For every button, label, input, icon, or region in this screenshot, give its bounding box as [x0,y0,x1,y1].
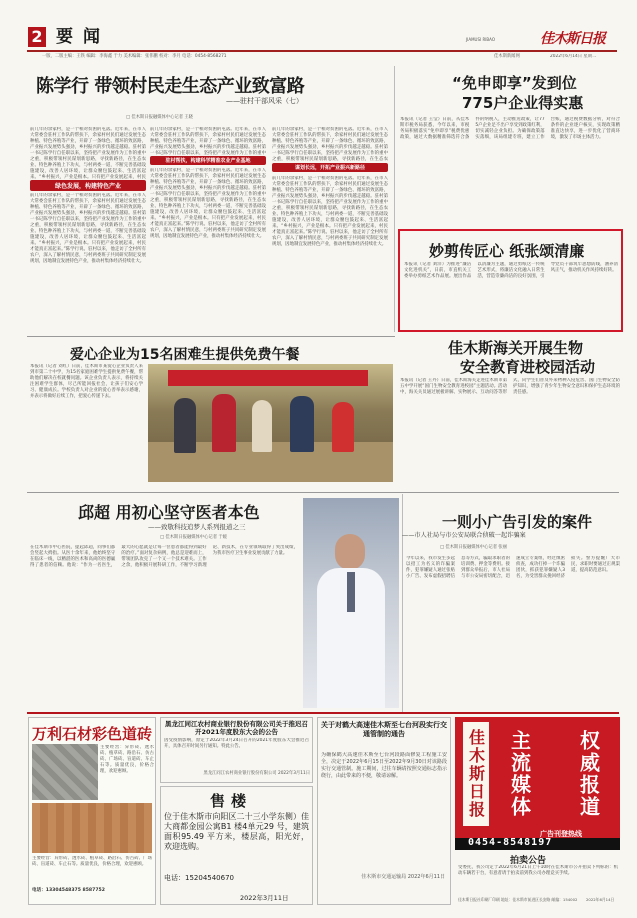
site-name: JIAMUSI RIBAO [466,37,495,42]
page-number: 2 [31,27,43,46]
notice2-title: 关于对鹤大高速佳木斯至七台河段实行交通管制的通告 [321,721,447,738]
section-title: 要闻 [56,27,110,47]
story7-byline: □ 佳木斯日报融媒体中心记者 张丽 [440,545,507,550]
story1-sub3 [272,163,388,172]
story2-title2: 775户企业得实惠 [462,94,584,112]
story1-col-d: 前几年的余家村，是一个相对贫困的屯落。近年来，在市人大常委会驻村工作队的帮扶下，余家村村民们通过发展生态种植、特色养殖等产业，开辟了一条绿色、循环的致富路，产业振兴发展势头强劲，乡村振兴的步伐越走越稳。驻村第一书记陈学行自任职以来，坚持把产业发展作为工作的重中之重，积极带领村民谋划新思路，寻找新路径，在生态农业、特色种养殖上下功夫，与村两委一道，不断完善基础设施建设，改善人居环境，让群众腰包鼓起来、生活富起来。“乡村振兴，产业是根本。只有把产业发展起来，村民才能真正富起来。”陈学行说。驻村以来，他走访了全村所有农户，深入了解村情民意，与村两委班子共同研究制定发展规划，因地制宜发展特色产业，推动村集体经济持续壮大。 [150,168,266,239]
story1-sub2 [150,156,266,165]
photo-banner [168,370,368,386]
story1-sub2-label: 驻村帮扶，构建科学精准农业产业基地 [150,156,266,165]
media-authority-text: 权威报道 [576,730,601,818]
auction-title: 拍卖公告 [510,856,547,866]
story1-col-b: 前几年的余家村，是一个相对贫困的屯落。近年来，在市人大常委会驻村工作队的帮扶下，余家村村民们通过发展生态种植、特色养殖等产业，开辟了一条绿色、循环的致富路，产业振兴发展势头强劲，乡村振兴的步伐越走越稳。驻村第一书记陈学行自任职以来，坚持把产业发展作为工作的重中之重，积极带领村民谋划新思路，寻找新路径，在生态农业、特色种养殖上下功夫，与村两委一道，不断完善基础设施建设，改善人居环境，让群众腰包鼓起来、生活富起来。“乡村振兴，产业是根本。只有把产业发展起来，村民才能真正富起来。”陈学行说。驻村以来，他走访了全村所有农户，深入了解村情民意，与村两委班子共同研究制定发展规划，因地制宜发展特色产业，推动村集体经济持续壮大。 [30,193,146,264]
media-hotline-label: 广告刊登热线 [540,830,582,838]
story1-col-a: 前几年的余家村，是一个相对贫困的屯落。近年来，在市人大常委会驻村工作队的帮扶下，余家村村民们通过发展生态种植、特色养殖等产业，开辟了一条绿色、循环的致富路，产业振兴发展势头强劲，乡村振兴的步伐越走越稳。驻村第一书记陈学行自任职以来，坚持把产业发展作为工作的重中之重，积极带领村民谋划新思路，寻找新路径，在生态农业、特色种养殖上下功夫，与村两委一道，不断完善基础设施建设，改善人居环境，让群众腰包鼓起来、生活富起来。“乡村振兴，产业是根本。只有把产业发展起来，村民 [30,127,146,179]
editors-line: 一版、二版主编：王铁 编辑：李海鑫 于力 美术编辑：张伟鹏 校对：李月 电话：0454-8568271 [42,54,227,59]
story2-body: 本报讯（记者 王莹）日前，从佳木斯市税务局获悉，今年以来，市税务局积极落实“免申即享”税费优惠政策，通过大数据精准筛选符合条件的纳税人，主动推送政策，让775户企业足不出户享受到政策红利，切实减轻企业负担。为确保政策落实落细，该局组建专班，建立工作台账，通过税费数据分析，对符合条件的企业逐户核实，实现政策精准直达快享，进一步优化了营商环境，激发了市场主体活力。 [400,117,620,140]
story7-body: 今年以来，我市发生多起以招工为名义的诈骗案件，犯罪嫌疑人通过张贴小广告、发布虚假招聘信息等方式，骗取求职者的培训费、押金等费用。接到群众举报后，市人社局与市公安局密切配合，迅速成立专案组，经过缜密侦查，成功打掉一个诈骗团伙，抓获犯罪嫌疑人3名，为受害群众挽回经济损失。警方提醒广大市民，求职时要通过正规渠道，提高防范意识。 [406,556,620,579]
story6-photo [303,498,399,708]
page-date: 2022年6月14日 星期二 [550,54,597,59]
story1-subtitle: ——驻村干部风采（七） [226,97,303,105]
story1-col-f: 前几年的余家村，是一个相对贫困的屯落。近年来，在市人大常委会驻村工作队的帮扶下，余家村村民们通过发展生态种植、特色养殖等产业，开辟了一条绿色、循环的致富路，产业振兴发展势头强劲，乡村振兴的步伐越走越稳。驻村第一书记陈学行自任职以来，坚持把产业发展作为工作的重中之重，积极带领村民谋划新思路，寻找新路径，在生态农业、特色种养殖上下功夫，与村两委一道，不断完善基础设施建设，改善人居环境，让群众腰包鼓起来、生活富起来。“乡村振兴，产业是根本。只有把产业发展起来，村民才能真正富起来。”陈学行说。驻村以来，他走访了全村所有农户，深入了解村情民意，与村两委班子共同研究制定发展规划，因地制宜发展特色产业，推动村集体经济持续壮大。 [272,176,388,247]
doctor-head [335,534,365,570]
story1-sub1 [30,180,146,191]
divider-h1 [27,336,395,337]
stone-ad-photo [32,744,98,800]
story1-title: 陈学行 带领村民走生态产业致富路 [36,76,305,97]
doctor-tie [347,572,355,612]
story6-body: 在佳木斯市中心医院，提起邱超，同事们都会竖起大拇指。从医十余年来，他始终坚守在临床一线，以精湛的医术和高尚的医德赢得了患者的信赖。他说：“作为一名医生，最大的心愿就是让每一位患者都能得到最好的治疗。”面对复杂病例，他总是迎难而上，带领团队攻克了一个又一个技术难关。工作之余，他积极开展科研工作，不断学习新理论、新技术，在专业领域取得了突出成绩，为我市医疗卫生事业发展贡献了力量。 [30,545,298,568]
divider-v1 [394,66,395,332]
stone-ad-title: 万利石材彩色道砖 [32,725,153,743]
notice1-title: 黑龙江同江农村商业银行股份有限公司关于推迟召开2021年度股东大会的公告 [165,720,308,736]
story1-byline: □ 佳木斯日报融媒体中心记者 王晓 [126,115,193,120]
notice1-body: 因受疫情影响，原定于2022年3月24日召开的2021年度股东大会推迟召开，具体召开时间另行通知。特此公告。 [164,738,309,749]
story5-title: 爱心企业为15名困难生提供免费午餐 [70,347,300,363]
story1-col-c: 前几年的余家村，是一个相对贫困的屯落。近年来，在市人大常委会驻村工作队的帮扶下，余家村村民们通过发展生态种植、特色养殖等产业，开辟了一条绿色、循环的致富路，产业振兴发展势头强劲，乡村振兴的步伐越走越稳。驻村第一书记陈学行自任职以来，坚持把产业发展作为工作的重中 [150,127,266,155]
story1-sub1-label: 绿色发展，构建特色产业 [30,180,146,191]
story2-title: “免申即享”发到位 [452,74,577,92]
site-url: 佳木斯新闻网 [494,54,520,59]
story5-photo [148,364,393,482]
sale-date: 2022年3月11日 [240,894,289,902]
auction-body: 受委托，我公司定于2022年6月21日上午10时在佳木斯市公开拍卖下列标的：机动车辆若干台，有意者请于拍卖前到我公司办理竞买手续。 [458,865,618,876]
photo-figure-3 [252,400,272,452]
divider-h2 [27,492,619,493]
story1-col-e: 前几年的余家村，是一个相对贫困的屯落。近年来，在市人大常委会驻村工作队的帮扶下，余家村村民们通过发展生态种植、特色养殖等产业，开辟了一条绿色、循环的致富路，产业振兴发展势头强劲，乡村振兴的步伐越走越稳。驻村第一书记陈学行自任职以来，坚持把产业发展作为工作的重中之重，积极带领村民谋划新思路，寻找新路径，在生态农 [272,127,388,161]
stone-ad-photo-2 [32,803,152,853]
notice2-body: 为确保鹤大高速佳木斯至七台河段路面修复工程施工安全，决定于2022年6月15日至2022年9月30日对该路段实行交通管制。施工期间，过往车辆请按照交通标志指示绕行，由此带来的不便，敬请谅解。 [321,752,447,779]
divider-v2 [402,494,403,712]
story6-subtitle: ——致敬科技追梦人系列报道之三 [148,523,246,531]
paper-logo: 佳木斯日报 [540,31,605,47]
story1-sub3-label: 谋划长远，开拓产业振兴新路径 [272,163,388,172]
story4-body: 本报讯（记者 王丹）日前，佳木斯海关走进佳木斯市第五中学开展“国门生物安全教育进校园”主题活动。活动中，海关关员通过展板讲解、实物展示、互动问答等形式，向学生们普及外来物种入侵危害、国门生物安全防护知识，增强了青少年生物安全意识和保护生态环境的责任感。 [400,378,620,395]
photo-figure-5 [332,402,354,452]
notice2-sign: 佳木斯市交通运输局 2022年6月11日 [361,874,445,880]
media-paper-text: 佳木斯日报 [466,729,486,819]
photo-figure-4 [290,396,314,452]
media-phone: 0454-8548197 [468,837,553,848]
photo-figure-1 [174,398,196,453]
stone-ad-body: 主要经营：异形砖、透水砖、植草砖、路沿石、仿古砖、广场砖、盲道砖、车止石等。质量优良，价格合理，欢迎惠顾。 [100,745,154,774]
story5-body: 本报讯（记者 刘红）日前，佳木斯市某爱心企业负责人来到市第二十中学，为15名家庭困难学生提供免费午餐，帮助他们解决在校就餐问题。该企业负责人表示，将持续关注困难学生群体，尽己所能回报社会，让孩子们安心学习、健康成长。学校负责人对企业的爱心善举表示感谢，并表示将做好后续工作，把爱心传递下去。 [30,364,143,399]
media-paper-name [463,722,489,826]
story7-title: 一则小广告引发的案件 [442,513,593,531]
story4-title2: 安全教育进校园活动 [460,358,596,376]
stone-ad-phone: 电话：13304548375 8587752 [32,888,105,893]
media-authority [565,722,613,826]
photo-figure-2 [212,394,236,452]
page-number-box [28,27,46,47]
masthead-rule [27,50,617,52]
imprint-date: 2022年6月14日 [586,897,615,902]
divider-h3 [27,712,619,714]
story4-title: 佳木斯海关开展生物 [448,339,584,357]
media-mainstream-text: 主流媒体 [507,730,532,818]
media-mainstream [500,722,540,826]
story3-body: 本报讯（记者 刘洋）为推进“廉洁文化进机关”，日前，市直机关工委举办剪纸艺术作品展。展出作品以清廉为主题，通过剪纸这一传统艺术形式，将廉洁文化融入日常生活，营造崇廉尚洁的良好氛围，引导党员干部筑牢思想防线，涵养清风正气，推动机关作风持续好转。 [404,262,618,279]
imprint: 佳木斯日报社印刷厂印刷 地址：佳木斯市前进区长安路 邮编：154002 [458,897,578,902]
sale-phone: 电话：15204540670 [164,874,234,882]
sale-body: 位于佳木斯市向阳区二十三小学东侧）佳大商都金园公寓B1 楼4单元29 号，建筑面积95.49 平方米，楼层高，阳光好，欢迎选购。 [164,812,309,851]
sale-title: 售楼 [210,792,253,810]
story6-byline: □ 佳木斯日报融媒体中心记者 于媛 [160,535,227,540]
story6-title: 邱超 用初心坚守医者本色 [78,503,260,522]
story7-subtitle: ——市人社局与市公安局联合侦破一起诈骗案 [402,532,526,539]
story3-title: 妙剪传匠心 纸张颂清廉 [429,242,585,260]
stone-ad-detail: 主要经营：异形砖、透水砖、植草砖、路沿石、仿古砖、广场砖、盲道砖、车止石等。质量优良，价格合理，欢迎惠顾。 [32,856,152,867]
notice1-sign: 黑龙江同江农村商业银行股份有限公司 2022年3月11日 [203,771,310,776]
